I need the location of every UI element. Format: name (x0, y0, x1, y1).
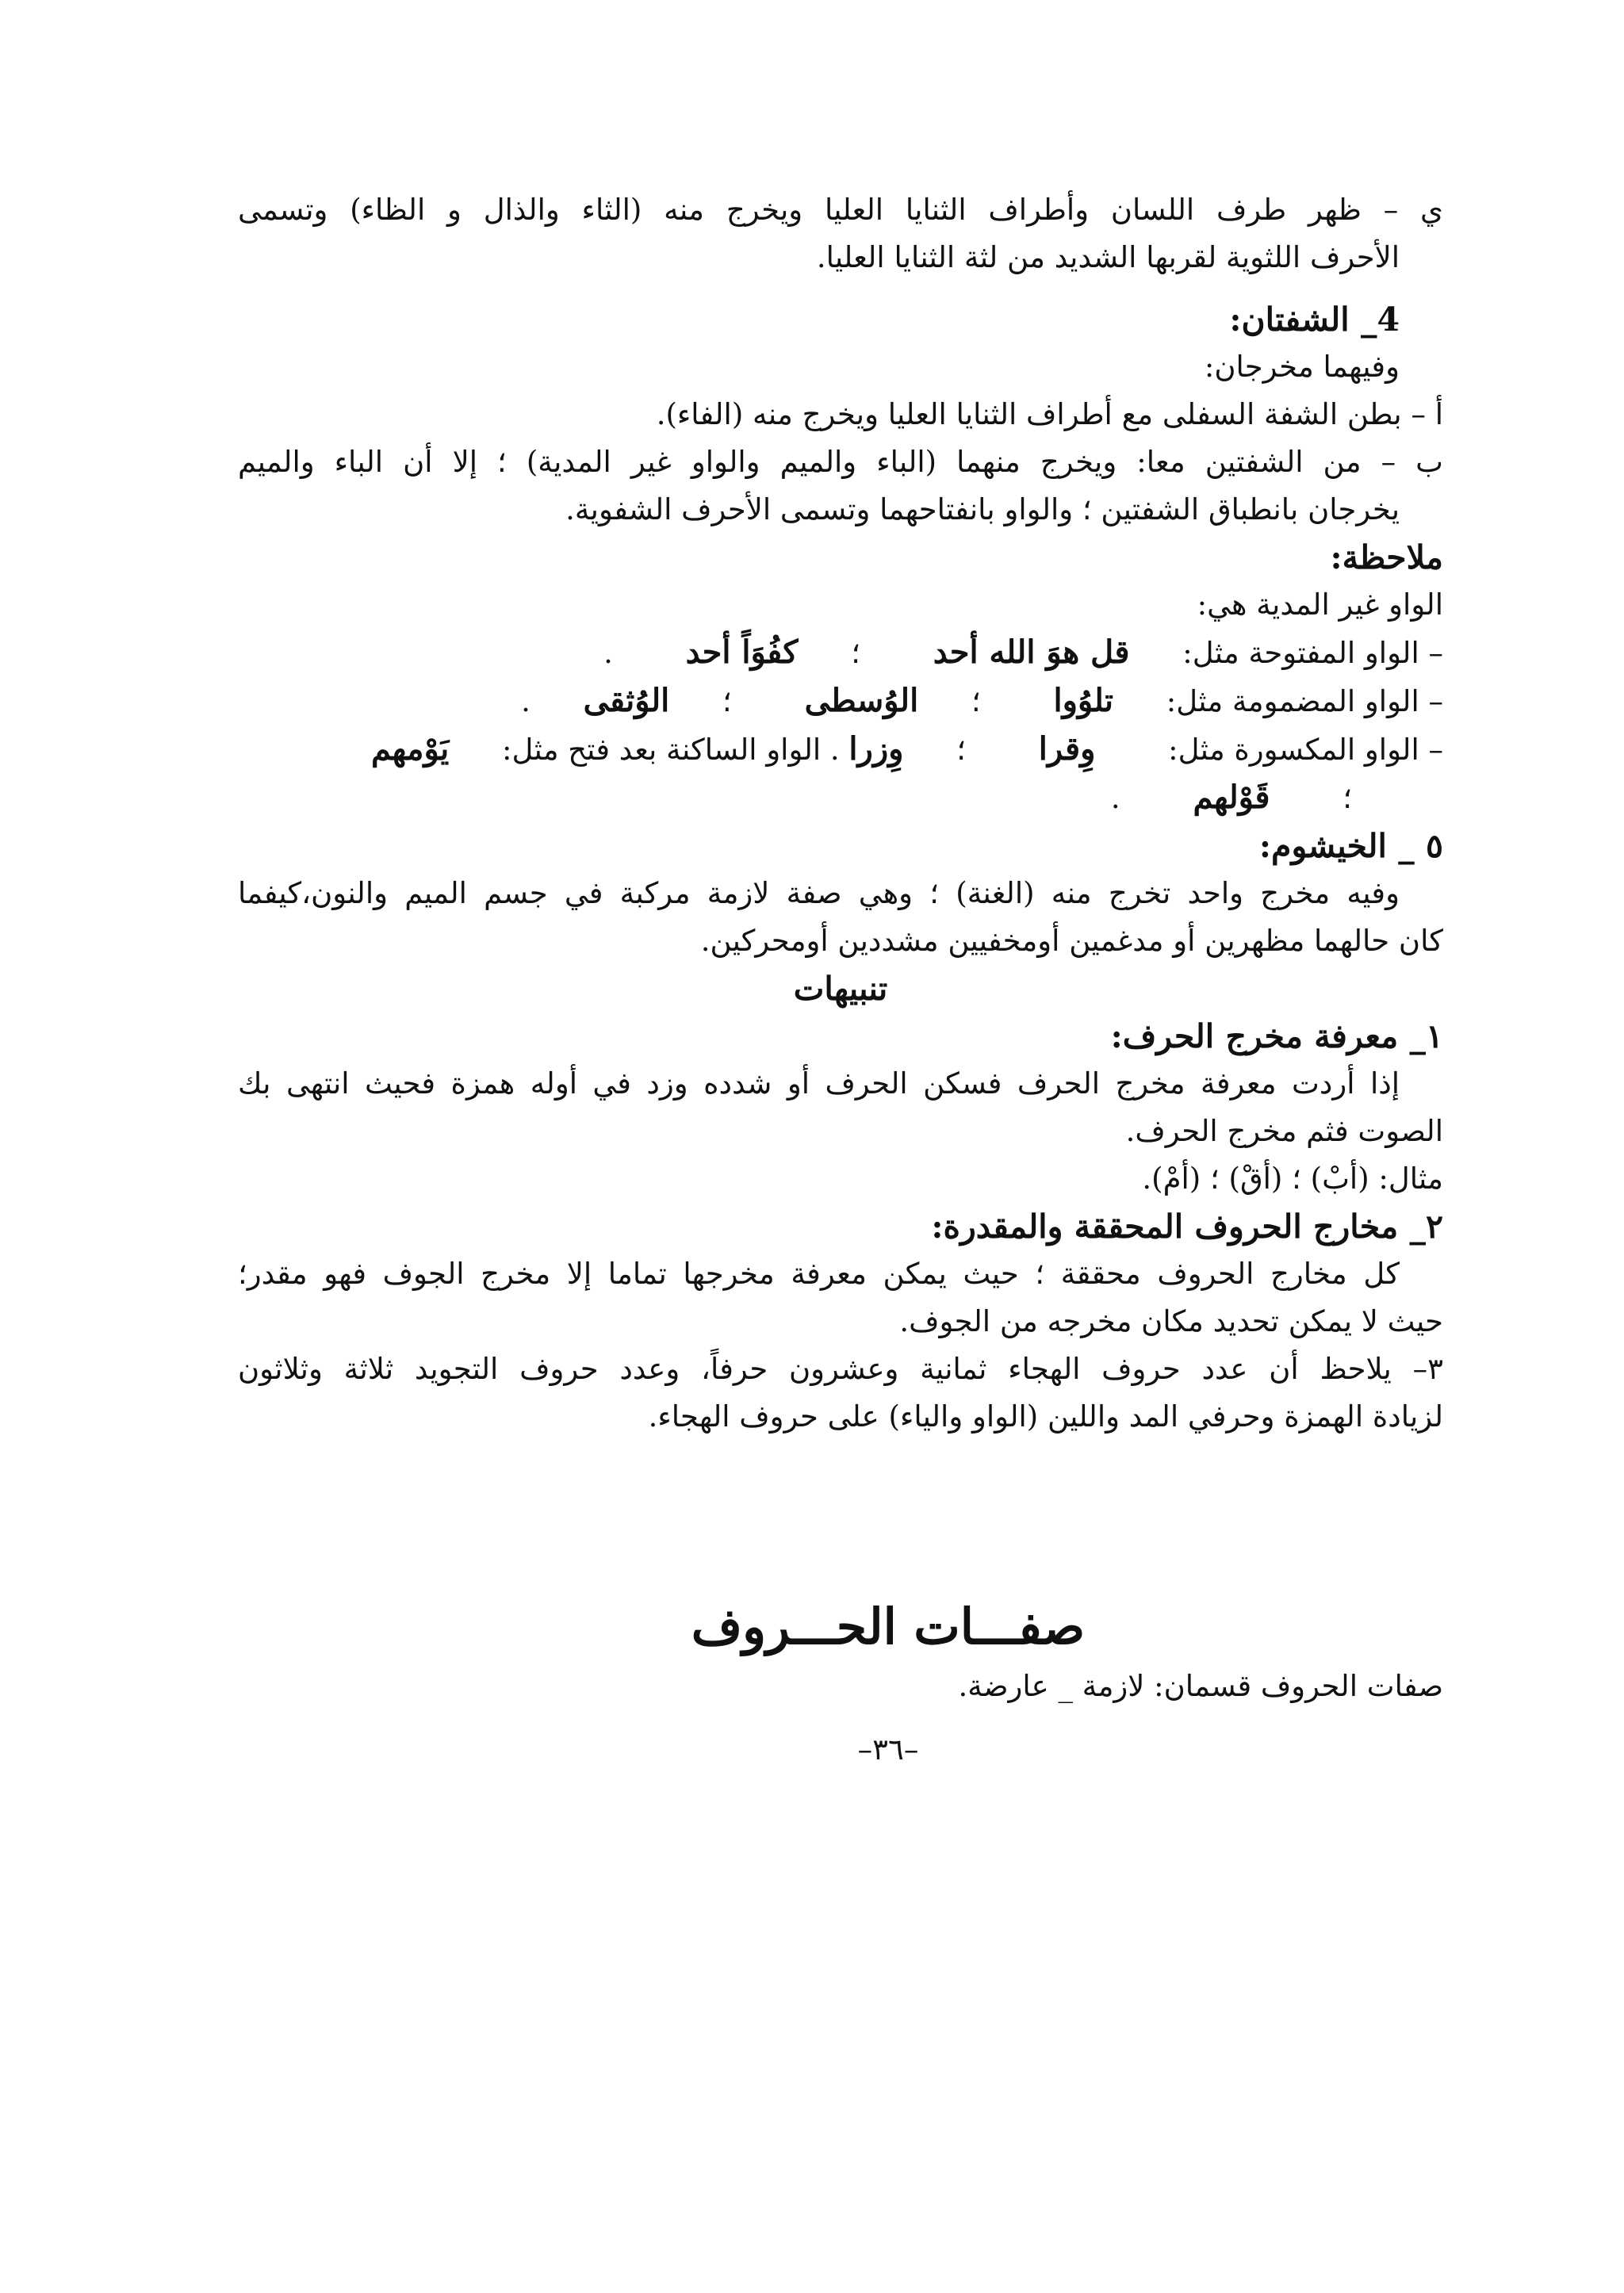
shafatan-ba-line2: يخرجان بانطباق الشفتين ؛ والواو بانفتاحهما وتسمى الأحرف الشفوية. (565, 492, 1400, 526)
note-row-damma (238, 677, 1443, 725)
note-row-kasra (238, 725, 1443, 774)
example-word: قَوْلهم (1193, 779, 1270, 816)
tanbih-1-line1: إذا أردت معرفة مخرج الحرف فسكن الحرف أو شدده وزد في أوله همزة فحيث انتهى بك (238, 1066, 1400, 1101)
separator: ؛ (956, 733, 967, 767)
tanbih-1-example: مثال: (أبْ) ؛ (أقْ) ؛ (أمْ). (1142, 1162, 1443, 1196)
shafatan-alif: أ – بطن الشفة السفلى مع أطراف الثنايا العليا ويخرج منه (الفاء). (656, 397, 1443, 431)
tanbih-3-line2: لزيادة الهمزة وحرفي المد واللين (الواو والياء) على حروف الهجاء. (648, 1399, 1443, 1434)
tanbih-1-line2: الصوت فثم مخرج الحرف. (1125, 1114, 1443, 1148)
separator: ؛ (971, 684, 981, 718)
tanbih-2-line1: كل مخارج الحروف محققة ؛ حيث يمكن معرفة مخرجها تماما إلا مخرج الجوف فهو مقدر؛ (238, 1257, 1400, 1291)
khayshum-line1: وفيه مخرج واحد تخرج منه (الغنة) ؛ وهي صفة لازمة مركبة في جسم الميم والنون،كيفما (238, 876, 1400, 910)
document-page (238, 186, 1443, 1774)
tanbih-2-heading: ٢_ مخارج الحروف المحققة والمقدرة: (931, 1208, 1443, 1246)
separator: ؛ (851, 636, 860, 670)
page-number: –٣٦– (857, 1732, 919, 1767)
note-heading: ملاحظة: (1330, 538, 1443, 576)
example-word: قل هوَ الله أحد (933, 634, 1130, 671)
end-dot: . (603, 636, 613, 670)
spacer (238, 1441, 1443, 1591)
spacer (238, 281, 1443, 296)
example-word: يَوْمهم (371, 730, 450, 768)
example-word: وِزرا (848, 730, 904, 768)
note-intro: الواو غير المدية هي: (1197, 588, 1443, 622)
shafatan-heading: 4_ الشفتان: (1229, 301, 1400, 339)
end-dot: . (521, 684, 530, 718)
tanbih-1-heading: ١_ معرفة مخرج الحرف: (1110, 1017, 1443, 1055)
example-word: الوُثقى (583, 682, 670, 719)
shafatan-intro: وفيهما مخرجان: (1204, 350, 1400, 384)
example-word: كفُوَاً أحد (685, 634, 799, 671)
shafatan-ba-line1: ب – من الشفتين معا: ويخرج منهما (الباء والميم والواو غير المدية) ؛ إلا أن الباء والميم (238, 445, 1443, 479)
end-dot: . (1110, 781, 1120, 815)
tanbihat-title: تنبيهات (793, 970, 888, 1008)
section-title: صفـــات الحـــروف (691, 1598, 1086, 1656)
tanbih-2-line2: حيث لا يمكن تحديد مكان مخرجه من الجوف. (899, 1304, 1443, 1338)
khayshum-heading: ٥ _ الخيشوم: (1258, 827, 1443, 865)
para-y-line2: الأحرف اللثوية لقربها الشديد من لثة الثنايا العليا. (816, 240, 1400, 274)
para-y-line1: ي – ظهر طرف اللسان وأطراف الثنايا العليا ويخرج منه (الثاء والذال و الظاء) وتسمى (238, 193, 1443, 227)
note-row-sukun-cont (238, 774, 1443, 822)
example-word: الوُسطى (804, 682, 919, 719)
note-row-middle: . الواو الساكنة بعد فتح مثل: (502, 733, 840, 767)
note-row-label: – الواو المضمومة مثل: (1166, 684, 1443, 718)
separator: ؛ (1342, 781, 1352, 815)
tanbih-3-line1: ٣– يلاحظ أن عدد حروف الهجاء ثمانية وعشرون حرفاً، وعدد حروف التجويد ثلاثة وثلاثون (238, 1352, 1443, 1386)
separator: ؛ (722, 684, 732, 718)
example-word: وِقرا (1038, 730, 1096, 768)
example-word: تلوُوا (1053, 682, 1113, 719)
khayshum-line2: كان حالهما مظهرين أو مدغمين أومخفيين مشددين أومحركين. (700, 924, 1443, 958)
note-row-label: – الواو المكسورة مثل: (1168, 733, 1443, 767)
note-row-label: – الواو المفتوحة مثل: (1182, 636, 1443, 670)
sifat-intro: صفات الحروف قسمان: لازمة _ عارضة. (958, 1669, 1443, 1703)
note-row-fatha (238, 629, 1443, 677)
